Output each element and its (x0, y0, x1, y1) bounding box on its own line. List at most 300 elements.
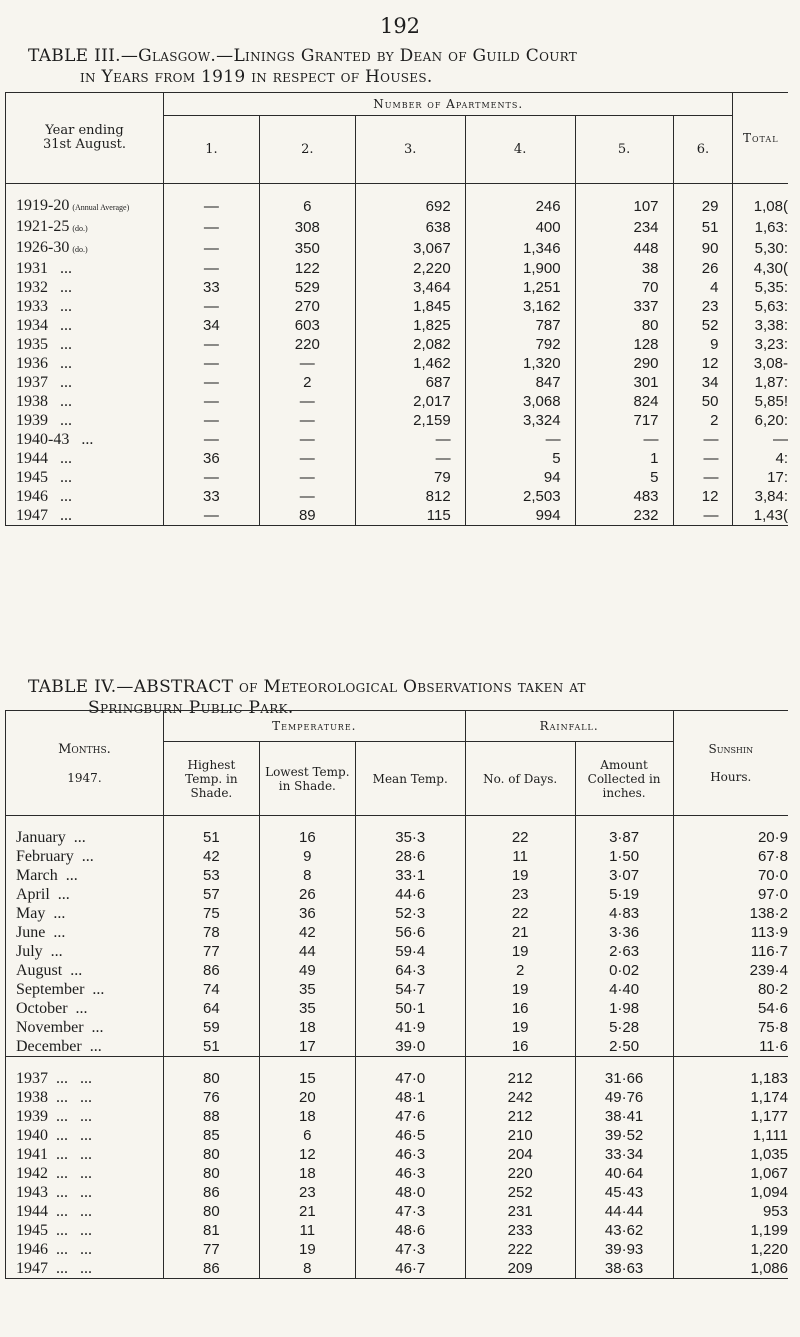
page-number: 192 (379, 14, 421, 38)
table4-label-cell (6, 1183, 164, 1202)
table3-cell: 122 (259, 259, 355, 278)
table3-linings (5, 92, 788, 526)
table3-cell: — (163, 217, 259, 238)
table3-row (6, 278, 789, 297)
table3-year-cell (6, 487, 164, 506)
table3-cell: 38 (575, 259, 673, 278)
leader-dots: ... ... (48, 1070, 92, 1087)
table4-row (6, 980, 789, 999)
leader-dots: ... (84, 981, 105, 998)
table4-row (6, 942, 789, 961)
table4-row (6, 923, 789, 942)
table4-label-cell (6, 1069, 164, 1088)
table4-cell: 16 (465, 1037, 575, 1057)
table4-cell: 231 (465, 1202, 575, 1221)
table4-row (6, 847, 789, 866)
table3-cell: 232 (575, 506, 673, 526)
leader-dots: ... (62, 962, 83, 979)
table4-label: March (16, 867, 58, 884)
table3-total-cell: 3,08- (733, 354, 788, 373)
table4-cell: 47·3 (355, 1202, 465, 1221)
table3-cell: 3,068 (465, 392, 575, 411)
table4-row (6, 999, 789, 1018)
table3-row (6, 506, 789, 526)
table4-cell: 48·1 (355, 1088, 465, 1107)
table3-cell: 847 (465, 373, 575, 392)
leader-dots: ... (49, 886, 70, 903)
table4-caption-title: of Meteorological Observations taken at (239, 677, 586, 697)
table3-total-cell: 5,63: (733, 297, 788, 316)
table3-row (6, 487, 789, 506)
leader-dots: ... (45, 924, 66, 941)
table3-cell: — (163, 373, 259, 392)
leader-dots: ... (42, 943, 63, 960)
table4-cell: 59 (163, 1018, 259, 1037)
table3-total-cell: 3,38: (733, 316, 788, 335)
table4-cell: 16 (465, 999, 575, 1018)
table3-cell: 4 (673, 278, 733, 297)
table4-sunshine-cell: 1,177 (673, 1107, 788, 1126)
table3-cell: 5 (575, 468, 673, 487)
table4-label: July (16, 943, 43, 960)
table3-year: 1940-43 (16, 431, 70, 448)
table3-cell: 717 (575, 411, 673, 430)
table3-cell: — (163, 259, 259, 278)
table3-cell: 448 (575, 238, 673, 259)
table3-total-cell: 5,30: (733, 238, 788, 259)
table3-year: 1932 (16, 279, 48, 296)
leader-dots: ... (69, 431, 94, 448)
table3-cell: 792 (465, 335, 575, 354)
table3-year-cell (6, 430, 164, 449)
table3-cell: 9 (673, 335, 733, 354)
table4-cell: 49 (259, 961, 355, 980)
table3-col-header: 5. (575, 116, 673, 184)
leader-dots: ... ... (48, 1165, 92, 1182)
leader-dots: ... (81, 1038, 102, 1055)
table4-cell: 23 (465, 885, 575, 904)
table3-total-cell: 4,30( (733, 259, 788, 278)
table3-cell: 994 (465, 506, 575, 526)
table4-cell: 18 (259, 1164, 355, 1183)
table3-cell: — (163, 238, 259, 259)
table3-cell: 301 (575, 373, 673, 392)
table4-cell: 36 (259, 904, 355, 923)
table3-year-cell (6, 297, 164, 316)
table4-row (6, 904, 789, 923)
table4-cell: 23 (259, 1183, 355, 1202)
table4-sunshine-cell: 11·6 (673, 1037, 788, 1057)
table3-year: 1931 (16, 260, 48, 277)
table4-label: August (16, 962, 63, 979)
table4-label-cell (6, 904, 164, 923)
table4-cell: 38·63 (575, 1259, 673, 1279)
table3-cell: 36 (163, 449, 259, 468)
table4-cell: 19 (465, 1018, 575, 1037)
table3-cell: — (673, 430, 733, 449)
table3-cell: 115 (355, 506, 465, 526)
table4-cell: 86 (163, 1259, 259, 1279)
table4-cell: 31·66 (575, 1069, 673, 1088)
table4-cell: 21 (465, 923, 575, 942)
table4-label: 1940 (16, 1127, 48, 1144)
table4-label-cell (6, 1018, 164, 1037)
table4-temperature-header: Temperature. (163, 711, 465, 742)
table3-year: 1936 (16, 355, 48, 372)
table4-label-cell (6, 999, 164, 1018)
table4-sunshine-cell: 80·2 (673, 980, 788, 999)
table4-label-cell (6, 866, 164, 885)
table3-cell: 220 (259, 335, 355, 354)
table4-cell: 12 (259, 1145, 355, 1164)
table4-label: December (16, 1038, 82, 1055)
table4-sunshine-cell: 113·9 (673, 923, 788, 942)
leader-dots: ... ... (48, 1146, 92, 1163)
table3-cell: 94 (465, 468, 575, 487)
table4-cell: 2·63 (575, 942, 673, 961)
leader-dots: ... (48, 298, 72, 315)
leader-dots: ... (65, 829, 86, 846)
table4-label-cell (6, 1088, 164, 1107)
table4-cell: 210 (465, 1126, 575, 1145)
table4-cell: 46·3 (355, 1164, 465, 1183)
table3-cell: 52 (673, 316, 733, 335)
table4-row (6, 828, 789, 847)
table3-caption-prefix: TABLE III.— (28, 46, 139, 66)
table3-caption (28, 46, 577, 88)
table4-caption-subtitle: Springburn Public Park. (88, 698, 294, 718)
table4-cell: 39·93 (575, 1240, 673, 1259)
table3-cell: 3,162 (465, 297, 575, 316)
table4-cell: 22 (465, 828, 575, 847)
table3-cell: 824 (575, 392, 673, 411)
table3-year: 1921-25 (16, 218, 70, 235)
table4-cell: 80 (163, 1202, 259, 1221)
table4-cell: 35 (259, 980, 355, 999)
table4-sunshine-cell: 1,067 (673, 1164, 788, 1183)
table4-cell: 80 (163, 1069, 259, 1088)
leader-dots: ... (48, 355, 72, 372)
table4-label-cell (6, 1259, 164, 1279)
table4-label: June (16, 924, 46, 941)
table3-cell: 2,220 (355, 259, 465, 278)
table3-cell: 1,346 (465, 238, 575, 259)
table4-cell: 39·0 (355, 1037, 465, 1057)
table4-label: 1946 (16, 1241, 48, 1258)
table3-cell: — (673, 449, 733, 468)
table4-cell: 212 (465, 1069, 575, 1088)
table4-cell: 42 (259, 923, 355, 942)
table4-cell: 88 (163, 1107, 259, 1126)
table3-year-cell (6, 278, 164, 297)
leader-dots: ... ... (48, 1222, 92, 1239)
table4-cell: 35 (259, 999, 355, 1018)
table3-cell: 246 (465, 196, 575, 217)
table4-cell: 4·40 (575, 980, 673, 999)
table3-cell: — (163, 392, 259, 411)
table4-cell: 59·4 (355, 942, 465, 961)
table4-sunshine-cell: 20·9 (673, 828, 788, 847)
table4-cell: 19 (259, 1240, 355, 1259)
table3-row (6, 468, 789, 487)
table3-cell: — (259, 430, 355, 449)
table4-label: 1939 (16, 1108, 48, 1125)
table4-cell: 21 (259, 1202, 355, 1221)
table4-label: 1945 (16, 1222, 48, 1239)
table4-sunshine-cell: 97·0 (673, 885, 788, 904)
table3-col-header: 3. (355, 116, 465, 184)
table4-sunshine-cell: 1,094 (673, 1183, 788, 1202)
table4-cell: 80 (163, 1145, 259, 1164)
table3-year: 1939 (16, 412, 48, 429)
table3-cell: 529 (259, 278, 355, 297)
table3-year-cell (6, 506, 164, 526)
table3-cell: 80 (575, 316, 673, 335)
table4-lowest-header: Lowest Temp. in Shade. (259, 742, 355, 816)
table3-total-header: Total (733, 93, 788, 184)
table3-total-cell: 1,43( (733, 506, 788, 526)
table3-cell: 812 (355, 487, 465, 506)
table3-cell: 6 (259, 196, 355, 217)
leader-dots: ... (48, 317, 72, 334)
table3-cell: — (259, 449, 355, 468)
leader-dots: ... (48, 279, 72, 296)
table4-cell: 77 (163, 942, 259, 961)
table3-row (6, 238, 789, 259)
table3-cell: 308 (259, 217, 355, 238)
table3-cell: — (355, 430, 465, 449)
table3-cell: — (163, 468, 259, 487)
leader-dots: ... ... (48, 1203, 92, 1220)
table4-label: 1944 (16, 1203, 48, 1220)
leader-dots: ... ... (48, 1127, 92, 1144)
table4-sunshine-cell: 116·7 (673, 942, 788, 961)
table4-cell: 53 (163, 866, 259, 885)
table3-year-cell (6, 392, 164, 411)
table4-cell: 33·34 (575, 1145, 673, 1164)
table3-year-header: Year ending 31st August. (6, 93, 164, 184)
table3-group-header: Number of Apartments. (163, 93, 733, 116)
table3-year-cell (6, 316, 164, 335)
table4-label: 1947 (16, 1260, 48, 1277)
table4-label-cell (6, 961, 164, 980)
table3-cell: 483 (575, 487, 673, 506)
table4-cell: 0·02 (575, 961, 673, 980)
table3-cell: 1,462 (355, 354, 465, 373)
table4-row (6, 1107, 789, 1126)
table3-cell: 1,900 (465, 259, 575, 278)
table4-label-cell (6, 1037, 164, 1057)
table3-total-cell: 1,08( (733, 196, 788, 217)
table4-cell: 85 (163, 1126, 259, 1145)
table3-year: 1946 (16, 488, 48, 505)
table3-year-cell (6, 354, 164, 373)
table3-year-cell (6, 259, 164, 278)
table3-year: 1935 (16, 336, 48, 353)
table3-caption-title: Glasgow.—Linings Granted by Dean of Guild Court (138, 46, 578, 66)
table4-label: 1943 (16, 1184, 48, 1201)
table3-total-cell: 17: (733, 468, 788, 487)
table4-cell: 46·7 (355, 1259, 465, 1279)
table4-cell: 40·64 (575, 1164, 673, 1183)
table4-cell: 86 (163, 961, 259, 980)
table3-cell: 33 (163, 278, 259, 297)
table4-row (6, 1202, 789, 1221)
table4-cell: 5·28 (575, 1018, 673, 1037)
table3-cell: 2 (673, 411, 733, 430)
table3-cell: — (259, 468, 355, 487)
table4-row (6, 961, 789, 980)
table3-total-cell: 1,63: (733, 217, 788, 238)
table4-label: 1941 (16, 1146, 48, 1163)
table4-label: 1938 (16, 1089, 48, 1106)
leader-dots: ... ... (48, 1108, 92, 1125)
table3-cell: — (673, 506, 733, 526)
table3-cell: — (575, 430, 673, 449)
table3-cell: — (355, 449, 465, 468)
table3-year: 1945 (16, 469, 48, 486)
table3-col-header: 6. (673, 116, 733, 184)
table3-row (6, 259, 789, 278)
table3-cell: 3,324 (465, 411, 575, 430)
table3-cell: 23 (673, 297, 733, 316)
table4-cell: 48·0 (355, 1183, 465, 1202)
table3-caption-subtitle: in Years from 1919 in respect of Houses. (80, 67, 433, 87)
table4-row (6, 1088, 789, 1107)
table3-total-cell: 1,87: (733, 373, 788, 392)
table3-col-header: 1. (163, 116, 259, 184)
table3-cell: 34 (163, 316, 259, 335)
table3-cell: 400 (465, 217, 575, 238)
table4-rainfall-header: Rainfall. (465, 711, 673, 742)
table3-cell: 107 (575, 196, 673, 217)
table4-cell: 54·7 (355, 980, 465, 999)
table3-cell: 290 (575, 354, 673, 373)
table4-row (6, 1240, 789, 1259)
table4-label: February (16, 848, 74, 865)
table4-sunshine-cell: 239·4 (673, 961, 788, 980)
table3-cell: — (163, 430, 259, 449)
leader-dots: ... (48, 450, 72, 467)
table3-total-cell: 6,20: (733, 411, 788, 430)
table3-row (6, 373, 789, 392)
table4-amount-header: Amount Collected in inches. (575, 742, 673, 816)
table4-cell: 2·50 (575, 1037, 673, 1057)
table3-cell: 234 (575, 217, 673, 238)
table3-col-header: 2. (259, 116, 355, 184)
table4-cell: 57 (163, 885, 259, 904)
table4-cell: 75 (163, 904, 259, 923)
table4-cell: 233 (465, 1221, 575, 1240)
table3-row (6, 297, 789, 316)
table3-cell: 337 (575, 297, 673, 316)
table4-row (6, 866, 789, 885)
table3-year-cell (6, 238, 164, 259)
table4-cell: 11 (465, 847, 575, 866)
table4-row (6, 1018, 789, 1037)
table3-year: 1934 (16, 317, 48, 334)
table4-label-cell (6, 1202, 164, 1221)
table4-cell: 46·3 (355, 1145, 465, 1164)
table4-label: 1942 (16, 1165, 48, 1182)
table4-mean-header: Mean Temp. (355, 742, 465, 816)
table3-cell: 638 (355, 217, 465, 238)
table4-cell: 11 (259, 1221, 355, 1240)
table3-cell: 89 (259, 506, 355, 526)
table4-label: April (16, 886, 50, 903)
table4-cell: 51 (163, 828, 259, 847)
table3-cell: 29 (673, 196, 733, 217)
leader-dots: ... (48, 260, 72, 277)
table3-row (6, 411, 789, 430)
table4-label: January (16, 829, 66, 846)
table3-col-header: 4. (465, 116, 575, 184)
table4-cell: 17 (259, 1037, 355, 1057)
table4-meteorological (5, 710, 788, 1279)
table4-sunshine-cell: 1,086 (673, 1259, 788, 1279)
table4-cell: 242 (465, 1088, 575, 1107)
leader-dots: ... (57, 867, 78, 884)
table4-cell: 19 (465, 980, 575, 999)
table3-row (6, 392, 789, 411)
table3-cell: 270 (259, 297, 355, 316)
table4-cell: 48·6 (355, 1221, 465, 1240)
table3-cell: — (163, 196, 259, 217)
table4-label-cell (6, 1221, 164, 1240)
table3-year: 1944 (16, 450, 48, 467)
table3-cell: 26 (673, 259, 733, 278)
table4-months-header: Months. 1947. (6, 711, 164, 816)
table4-cell: 45·43 (575, 1183, 673, 1202)
table4-label: 1937 (16, 1070, 48, 1087)
table4-row (6, 1259, 789, 1279)
table3-cell: 692 (355, 196, 465, 217)
table4-cell: 50·1 (355, 999, 465, 1018)
table4-label: October (16, 1000, 68, 1017)
table3-row (6, 335, 789, 354)
table4-label-cell (6, 980, 164, 999)
leader-dots: ... ... (48, 1089, 92, 1106)
table4-caption-prefix: TABLE IV.—ABSTRACT (28, 677, 234, 697)
table4-label: September (16, 981, 85, 998)
table4-cell: 3·36 (575, 923, 673, 942)
table4-sunshine-cell: 953 (673, 1202, 788, 1221)
table4-cell: 51 (163, 1037, 259, 1057)
table4-cell: 39·52 (575, 1126, 673, 1145)
table3-year-cell (6, 373, 164, 392)
leader-dots: ... ... (48, 1241, 92, 1258)
table3-year-note: (do.) (72, 224, 88, 233)
table4-label-cell (6, 1164, 164, 1183)
table4-cell: 2 (465, 961, 575, 980)
table4-cell: 47·6 (355, 1107, 465, 1126)
table4-label-cell (6, 1107, 164, 1126)
table3-total-cell: 5,85! (733, 392, 788, 411)
table4-label-cell (6, 1145, 164, 1164)
table4-row (6, 885, 789, 904)
table4-label-cell (6, 885, 164, 904)
table3-cell: 79 (355, 468, 465, 487)
table3-total-cell: 3,84: (733, 487, 788, 506)
table3-cell: 787 (465, 316, 575, 335)
table4-cell: 18 (259, 1107, 355, 1126)
table4-cell: 41·9 (355, 1018, 465, 1037)
table4-row (6, 1221, 789, 1240)
table4-cell: 1·98 (575, 999, 673, 1018)
table4-label-cell (6, 847, 164, 866)
table4-label: November (16, 1019, 84, 1036)
table4-cell: 9 (259, 847, 355, 866)
